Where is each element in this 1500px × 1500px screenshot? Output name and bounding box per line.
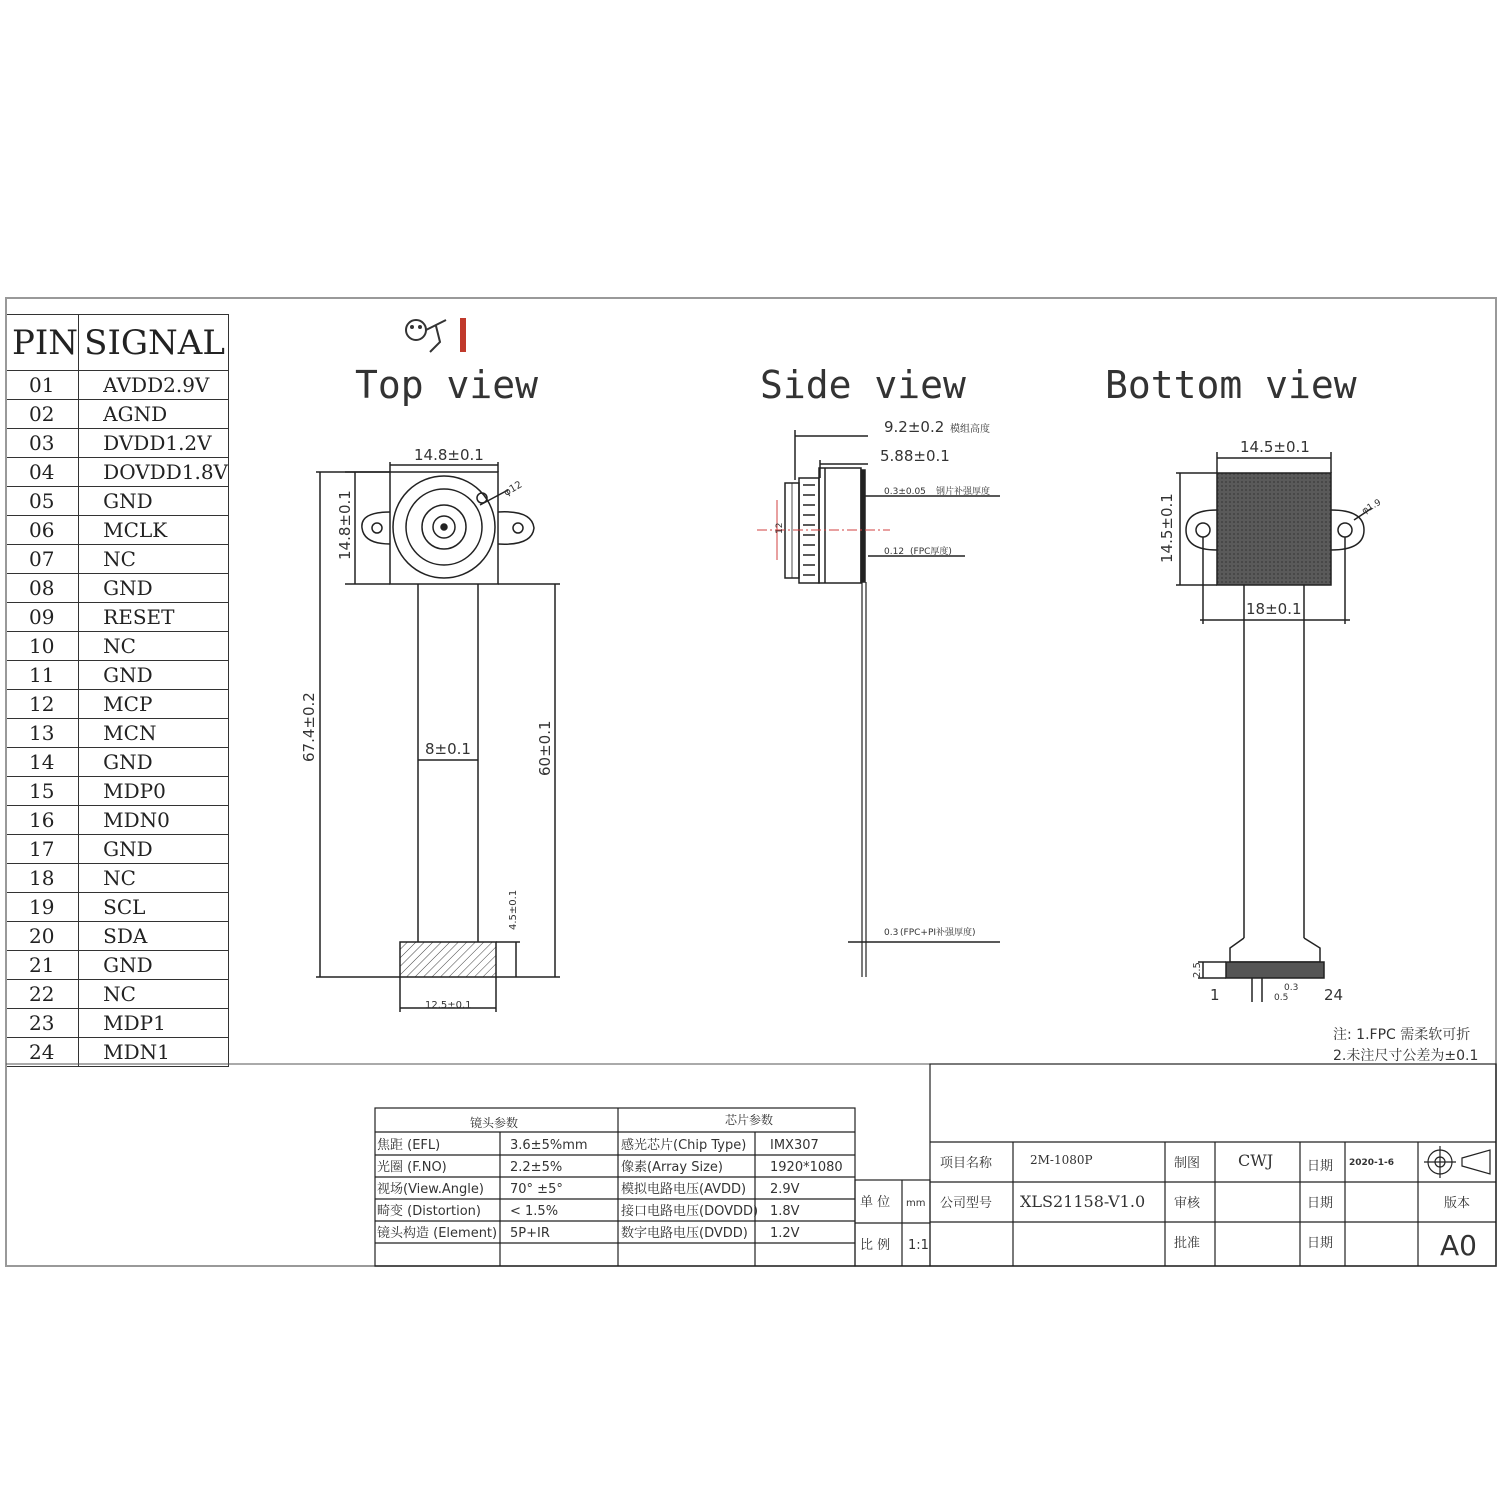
pin-number: 18 [7,864,79,893]
date-label-1: 日期 [1307,1159,1334,1174]
chip-params-rows [621,1137,843,1241]
pin-signal: NC [79,632,229,661]
pin-signal: MCP [79,690,229,719]
bottom-hole-dim: φ1.9 [1360,497,1384,517]
top-height-dim: 14.8±0.1 [336,490,354,560]
check-label: 审核 [1174,1196,1201,1211]
side-stiffener-dim: 0.3±0.05 [884,487,926,497]
pin-signal: NC [79,980,229,1009]
top-connector-hatch [400,942,496,977]
model-label: 公司型号 [940,1196,993,1211]
unit-label: 单 位 [860,1195,891,1210]
chip-params-title: 芯片参数 [725,1113,774,1127]
chip-param-value: 1920*1080 [770,1160,843,1175]
bottom-width-dim: 14.5±0.1 [1240,438,1310,456]
date-value: 2020-1-6 [1349,1158,1395,1168]
pin-signal: NC [79,864,229,893]
lens-params-title: 镜头参数 [470,1116,519,1130]
date-label-2: 日期 [1307,1196,1334,1211]
bottom-view-title: Bottom view [1105,363,1357,407]
chip-param-name: 感光芯片(Chip Type) [621,1138,747,1153]
chip-param-name: 像素(Array Size) [621,1160,723,1175]
pin-signal: GND [79,748,229,777]
lens-param-name: 畸变 (Distortion) [377,1204,481,1219]
version-value: A0 [1440,1229,1477,1262]
project-label: 项目名称 [940,1156,993,1171]
pin-number: 16 [7,806,79,835]
chip-param-value: 1.2V [770,1226,800,1241]
side-view-drawing [757,430,1000,977]
side-stiffener-note: 钢片补强厚度 [936,487,991,497]
pin-number: 12 [7,690,79,719]
pin-number: 15 [7,777,79,806]
note-1: 注: 1.FPC 需柔软可折 [1333,1027,1471,1043]
drawn-label: 制图 [1174,1156,1201,1171]
lens-param-name: 光圈 (F.NO) [377,1160,447,1175]
pin-number: 10 [7,632,79,661]
pin-signal: MDP0 [79,777,229,806]
bottom-span-dim: 18±0.1 [1246,600,1302,618]
pin-number: 04 [7,458,79,487]
top-fpc-width-dim: 8±0.1 [425,740,471,758]
version-label: 版本 [1444,1196,1471,1211]
lens-param-value: 5P+IR [510,1226,550,1241]
date-label-3: 日期 [1307,1236,1334,1251]
lens-param-name: 镜头构造 (Element) [377,1226,498,1241]
pin-signal: GND [79,487,229,516]
pin-number: 07 [7,545,79,574]
pin-signal: GND [79,661,229,690]
approve-label: 批准 [1174,1236,1201,1251]
pin-number: 19 [7,893,79,922]
scale-value: 1:1 [908,1238,929,1253]
bottom-sensor-board [1217,473,1331,585]
bottom-height-dim: 14.5±0.1 [1158,493,1176,563]
projection-symbol-icon [1424,1146,1490,1178]
top-fpc-length-dim: 60±0.1 [536,720,554,776]
lens-params-rows [377,1138,588,1241]
unit-block-grid [855,1180,930,1266]
pin-signal: MDN0 [79,806,229,835]
bottom-pin-first: 1 [1210,986,1220,1004]
pin-signal: AGND [79,400,229,429]
pin-number: 22 [7,980,79,1009]
pin-number: 21 [7,951,79,980]
pin-number: 17 [7,835,79,864]
pin-signal: MDP1 [79,1009,229,1038]
pin-number: 06 [7,516,79,545]
chip-param-value: 2.9V [770,1182,800,1197]
pin-signal: GND [79,951,229,980]
pin-number: 13 [7,719,79,748]
side-height-dim: 9.2±0.2 [884,418,945,436]
pin-signal: SDA [79,922,229,951]
drawn-value: CWJ [1238,1151,1274,1170]
note-2: 2.未注尺寸公差为±0.1 [1333,1048,1479,1064]
signal-header: SIGNAL [79,315,229,371]
pin-number: 11 [7,661,79,690]
side-view-title: Side view [760,363,966,407]
pin-number: 20 [7,922,79,951]
bottom-pin-pad-dim: 0.5 [1274,993,1289,1003]
pin-number: 08 [7,574,79,603]
bottom-pin-pitch-dim: 0.3 [1284,983,1299,993]
pin-header: PIN [7,315,79,371]
chip-param-value: IMX307 [770,1138,819,1153]
pin-number: 23 [7,1009,79,1038]
pin-signal: AVDD2.9V [79,371,229,400]
pin-signal: MCLK [79,516,229,545]
project-value: 2M-1080P [1030,1153,1093,1167]
scale-label: 比 例 [860,1238,891,1253]
top-connector-w-dim: 12.5±0.1 [425,1000,472,1011]
pin-number: 24 [7,1038,79,1067]
chip-param-name: 数字电路电压(DVDD) [621,1226,748,1241]
side-tail-note: (FPC+PI补强厚度) [900,928,976,938]
title-block-grid [930,1064,1496,1266]
bottom-connector-h-dim: 2.5 [1192,962,1203,978]
pin-signal: MDN1 [79,1038,229,1067]
side-tail-dim: 0.3 [884,928,899,938]
pin-signal: NC [79,545,229,574]
lens-param-name: 视场(View.Angle) [377,1182,484,1197]
pin-signal: RESET [79,603,229,632]
side-height-note: 模组高度 [950,424,990,435]
pin-signal: SCL [79,893,229,922]
bottom-pin-last: 24 [1324,986,1344,1004]
top-width-dim: 14.8±0.1 [414,446,484,464]
pin-signal: MCN [79,719,229,748]
pin-number: 14 [7,748,79,777]
side-fpc-dim: 0.12 [884,547,905,557]
lens-param-value: < 1.5% [510,1204,559,1219]
pin-signal: GND [79,574,229,603]
side-dia-dim: 12 [775,522,785,534]
top-lens-dim: φ12 [502,479,525,499]
top-view-title: Top view [355,363,539,407]
pin-signal: DVDD1.2V [79,429,229,458]
pin-signal: DOVDD1.8V [79,458,229,487]
lens-param-value: 70° ±5° [510,1182,563,1197]
lens-param-value: 2.2±5% [510,1160,563,1175]
top-total-dim: 67.4±0.2 [300,692,318,762]
top-connector-h-dim: 4.5±0.1 [508,889,519,930]
side-fpc-note: (FPC厚度) [910,547,952,557]
lens-param-value: 3.6±5%mm [510,1138,588,1153]
chip-param-value: 1.8V [770,1204,800,1219]
side-lens-dim: 5.88±0.1 [880,447,950,465]
unit-value: mm [906,1198,926,1209]
pin-signal: GND [79,835,229,864]
logo-icon [406,318,466,352]
chip-param-name: 接口电路电压(DOVDD) [621,1204,759,1219]
model-value: XLS21158-V1.0 [1020,1192,1146,1211]
bottom-view-drawing [1176,452,1372,1002]
pin-number: 01 [7,371,79,400]
pin-number: 03 [7,429,79,458]
pin-number: 09 [7,603,79,632]
chip-param-name: 模拟电路电压(AVDD) [621,1182,747,1197]
bottom-connector [1226,962,1324,978]
pin-number: 05 [7,487,79,516]
pin-number: 02 [7,400,79,429]
lens-param-name: 焦距 (EFL) [377,1138,441,1153]
